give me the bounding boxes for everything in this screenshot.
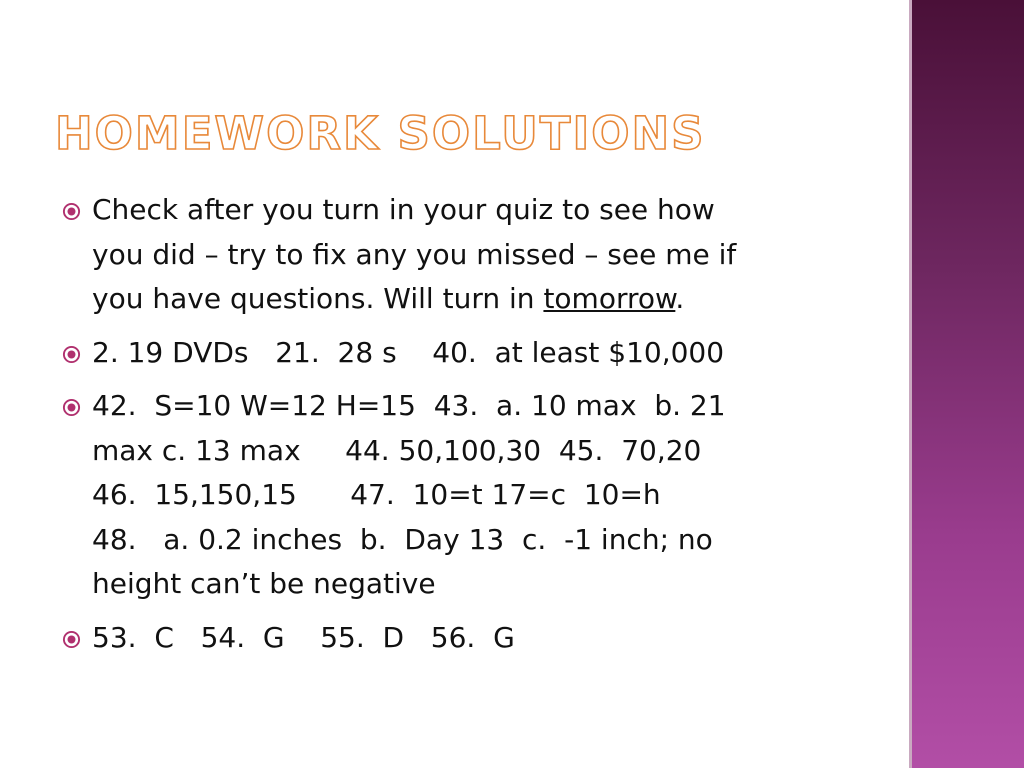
bullet-text-line: 48. a. 0.2 inches b. Day 13 c. -1 inch; no — [92, 522, 713, 556]
circle-bullet-icon — [62, 398, 81, 417]
bullet-text-segment: you have questions. Will turn in — [92, 282, 544, 315]
bullet-text-line — [92, 277, 858, 322]
bullet-item — [58, 384, 858, 607]
underlined-word: tomorrow — [543, 282, 676, 315]
slide-title: HOMEWORK SOLUTIONS — [55, 107, 706, 160]
circle-bullet-icon — [62, 630, 81, 649]
bullet-text-line: you did – try to fix any you missed – see me if — [92, 237, 737, 271]
bullet-text-line: max c. 13 max 44. 50,100,30 45. 70,20 — [92, 433, 702, 467]
bullet-item — [58, 331, 858, 376]
bullet-item — [58, 616, 858, 661]
bullet-item — [58, 188, 858, 322]
bullet-text-line: 46. 15,150,15 47. 10=t 17=c 10=h — [92, 478, 661, 511]
decorative-sidebar — [912, 0, 1024, 768]
bullet-text-line: height can’t be negative — [92, 567, 436, 600]
slide-content — [58, 188, 858, 669]
circle-bullet-icon — [62, 202, 81, 221]
bullet-text-line: Check after you turn in your quiz to see how — [92, 193, 715, 226]
bullet-text-line: 42. S=10 W=12 H=15 43. a. 10 max b. 21 — [92, 389, 726, 422]
bullet-text-line: 2. 19 DVDs 21. 28 s 40. at least $10,000 — [92, 335, 725, 369]
circle-bullet-icon — [62, 345, 81, 364]
bullet-text-line: 53. C 54. G 55. D 56. G — [92, 620, 515, 654]
bullet-text-trailing: . — [675, 282, 685, 315]
